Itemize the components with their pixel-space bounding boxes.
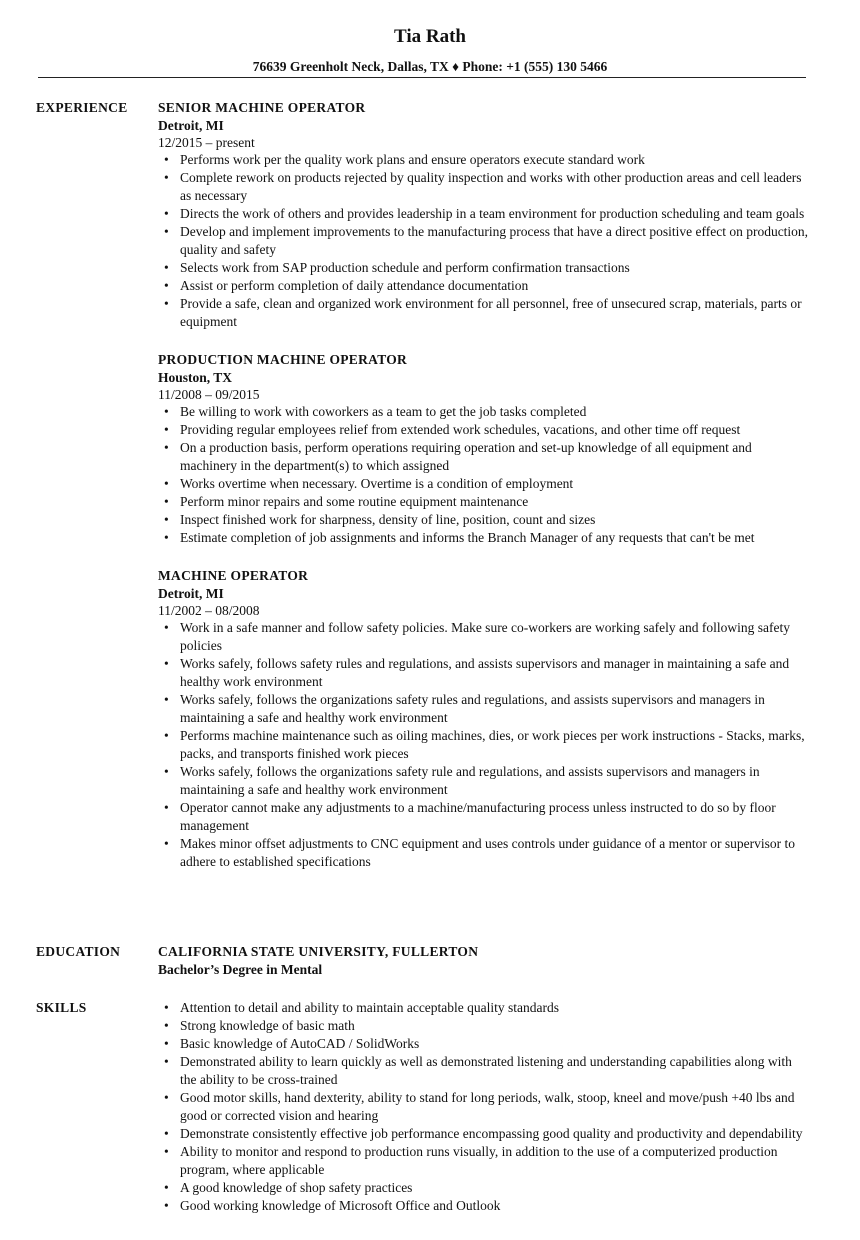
skills-body xyxy=(158,999,810,1215)
list-item: • Perform minor repairs and some routine equipment maintenance xyxy=(180,493,810,511)
list-item: • Develop and implement improvements to the manufacturing process that have a direct positive effect on production, quality and safety xyxy=(180,223,810,259)
job-location: Detroit, MI xyxy=(158,586,224,601)
list-item: • Providing regular employees relief from extended work schedules, vacations, and other time off request xyxy=(180,421,810,439)
job-dates: 11/2008 – 09/2015 xyxy=(158,387,260,402)
list-item: • Performs machine maintenance such as oiling machines, dies, or work pieces per work instructions - Stacks, marks, packs, and transports finished work pieces xyxy=(180,727,810,763)
education-body xyxy=(158,943,810,979)
education-heading: EDUCATION xyxy=(36,944,121,959)
list-item: • Works safely, follows safety rules and regulations, and assists supervisors and manager in maintaining a safe and healthy work environment xyxy=(180,655,810,691)
list-item: • Operator cannot make any adjustments to a machine/manufacturing process unless instructed to do so by floor management xyxy=(180,799,810,835)
job-location: Houston, TX xyxy=(158,370,233,385)
job-title: PRODUCTION MACHINE OPERATOR xyxy=(158,352,408,367)
experience-heading: EXPERIENCE xyxy=(36,100,128,115)
job-entry xyxy=(158,351,810,547)
list-item: • Ability to monitor and respond to production runs visually, in addition to the use of a computerized production program, where applicable xyxy=(180,1143,810,1179)
list-item: • Demonstrate consistently effective job performance encompassing good quality and productivity and dependability xyxy=(180,1125,810,1143)
list-item: • On a production basis, perform operations requiring operation and set-up knowledge of all equipment and machinery in the department(s) to which assigned xyxy=(180,439,810,475)
contact-phone-label: Phone: xyxy=(462,59,503,74)
list-item: • Good motor skills, hand dexterity, ability to stand for long periods, walk, stoop, kneel and move/push +40 lbs and good or corrected vision and hearing xyxy=(180,1089,810,1125)
job-dates: 12/2015 – present xyxy=(158,135,255,150)
job-entry xyxy=(158,99,810,331)
header-rule xyxy=(38,77,806,78)
contact-phone: +1 (555) 130 5466 xyxy=(506,59,608,74)
list-item: • Work in a safe manner and follow safety policies. Make sure co-workers are working safely and following safety policies xyxy=(180,619,810,655)
list-item: • Assist or perform completion of daily attendance documentation xyxy=(180,277,810,295)
job-entry xyxy=(158,567,810,871)
list-item: • Demonstrated ability to learn quickly as well as demonstrated listening and understanding capabilities along with the ability to be cross-trained xyxy=(180,1053,810,1089)
list-item: • Provide a safe, clean and organized work environment for all personnel, free of unsecured scrap, materials, parts or equipment xyxy=(180,295,810,331)
list-item: • Works safely, follows the organizations safety rule and regulations, and assists supervisors and managers in maintaining a safe and healthy work environment xyxy=(180,763,810,799)
contact-address: 76639 Greenholt Neck, Dallas, TX xyxy=(252,59,449,74)
job-duties-list xyxy=(158,151,810,331)
list-item: • Performs work per the quality work plans and ensure operators execute standard work xyxy=(180,151,810,169)
list-item: • Works safely, follows the organizations safety rules and regulations, and assists supervisors and managers in maintaining a safe and healthy work environment xyxy=(180,691,810,727)
contact-separator: ♦ xyxy=(452,59,459,74)
list-item: • Basic knowledge of AutoCAD / SolidWorks xyxy=(180,1035,810,1053)
list-item: • Estimate completion of job assignments and informs the Branch Manager of any requests that can't be met xyxy=(180,529,810,547)
job-location: Detroit, MI xyxy=(158,118,224,133)
job-dates: 11/2002 – 08/2008 xyxy=(158,603,260,618)
education-degree: Bachelor’s Degree in Mental xyxy=(158,962,323,977)
list-item: • Works overtime when necessary. Overtime is a condition of employment xyxy=(180,475,810,493)
list-item: • Good working knowledge of Microsoft Office and Outlook xyxy=(180,1197,810,1215)
list-item: • Strong knowledge of basic math xyxy=(180,1017,810,1035)
job-duties-list xyxy=(158,403,810,547)
list-item: • Makes minor offset adjustments to CNC equipment and uses controls under guidance of a mentor or supervisor to adhere to established specifications xyxy=(180,835,810,871)
resume-name: Tia Rath xyxy=(394,26,466,47)
experience-jobs xyxy=(158,99,810,891)
education-school: CALIFORNIA STATE UNIVERSITY, FULLERTON xyxy=(158,944,479,959)
job-duties-list xyxy=(158,619,810,871)
list-item: • Selects work from SAP production schedule and perform confirmation transactions xyxy=(180,259,810,277)
list-item: • Inspect finished work for sharpness, density of line, position, count and sizes xyxy=(180,511,810,529)
list-item: • Complete rework on products rejected by quality inspection and works with other production areas and cell leaders as necessary xyxy=(180,169,810,205)
skills-heading: SKILLS xyxy=(36,1000,87,1015)
list-item: • Attention to detail and ability to maintain acceptable quality standards xyxy=(180,999,810,1017)
list-item: • A good knowledge of shop safety practices xyxy=(180,1179,810,1197)
list-item: • Be willing to work with coworkers as a team to get the job tasks completed xyxy=(180,403,810,421)
job-title: MACHINE OPERATOR xyxy=(158,568,309,583)
contact-line xyxy=(0,58,860,76)
skills-list xyxy=(158,999,810,1215)
job-title: SENIOR MACHINE OPERATOR xyxy=(158,100,366,115)
list-item: • Directs the work of others and provides leadership in a team environment for production scheduling and team goals xyxy=(180,205,810,223)
